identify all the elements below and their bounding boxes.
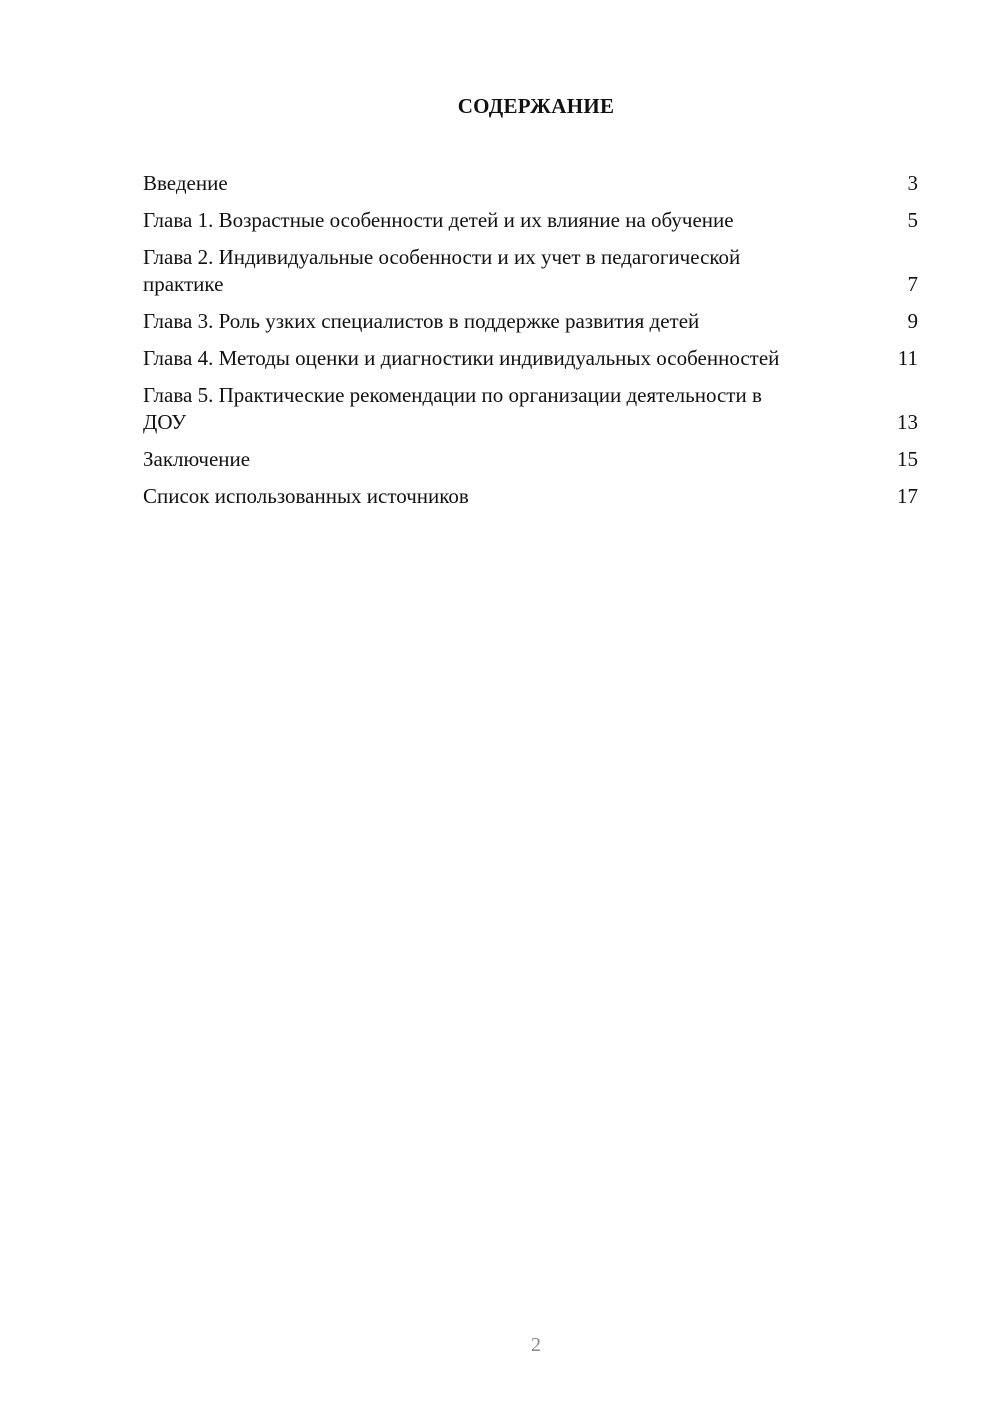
- toc-entry-title: Список использованных источников: [143, 484, 469, 508]
- toc-entry-chapter-1: [143, 207, 918, 234]
- toc-entry-title: Глава 4. Методы оценки и диагностики индивидуальных особенностей: [143, 346, 780, 370]
- page-title: СОДЕРЖАНИЕ: [457, 94, 615, 118]
- toc-entry-title: Введение: [143, 171, 228, 195]
- toc-entry-page: 11: [897, 346, 918, 370]
- toc-entry-page: 17: [897, 484, 918, 508]
- toc-entry-page: 7: [907, 272, 918, 296]
- toc-entry-conclusion: [143, 446, 918, 473]
- toc-entry-page: 13: [897, 410, 918, 434]
- toc-entry-chapter-3: [143, 308, 918, 335]
- toc-entry-chapter-2: [143, 244, 918, 298]
- toc-entry-chapter-5: [143, 382, 918, 436]
- toc-entry-introduction: [143, 170, 918, 197]
- toc-entry-title: Глава 3. Роль узких специалистов в поддержке развития детей: [143, 309, 700, 333]
- toc-entry-references: [143, 483, 918, 510]
- toc-entry-page: 9: [907, 309, 918, 333]
- toc-entry-chapter-4: [143, 345, 918, 372]
- toc-entry-title: Заключение: [143, 447, 251, 471]
- toc-entry-title: Глава 5. Практические рекомендации по организации деятельности в ДОУ: [143, 383, 762, 434]
- toc-entry-page: 15: [897, 447, 918, 471]
- page-number: 2: [531, 1334, 541, 1356]
- toc-entry-title: Глава 1. Возрастные особенности детей и их влияние на обучение: [143, 208, 734, 232]
- toc-entry-page: 3: [907, 171, 918, 195]
- toc-entry-page: 5: [907, 208, 918, 232]
- table-of-contents: [143, 170, 918, 520]
- toc-entry-title: Глава 2. Индивидуальные особенности и их учет в педагогической практике: [143, 245, 741, 296]
